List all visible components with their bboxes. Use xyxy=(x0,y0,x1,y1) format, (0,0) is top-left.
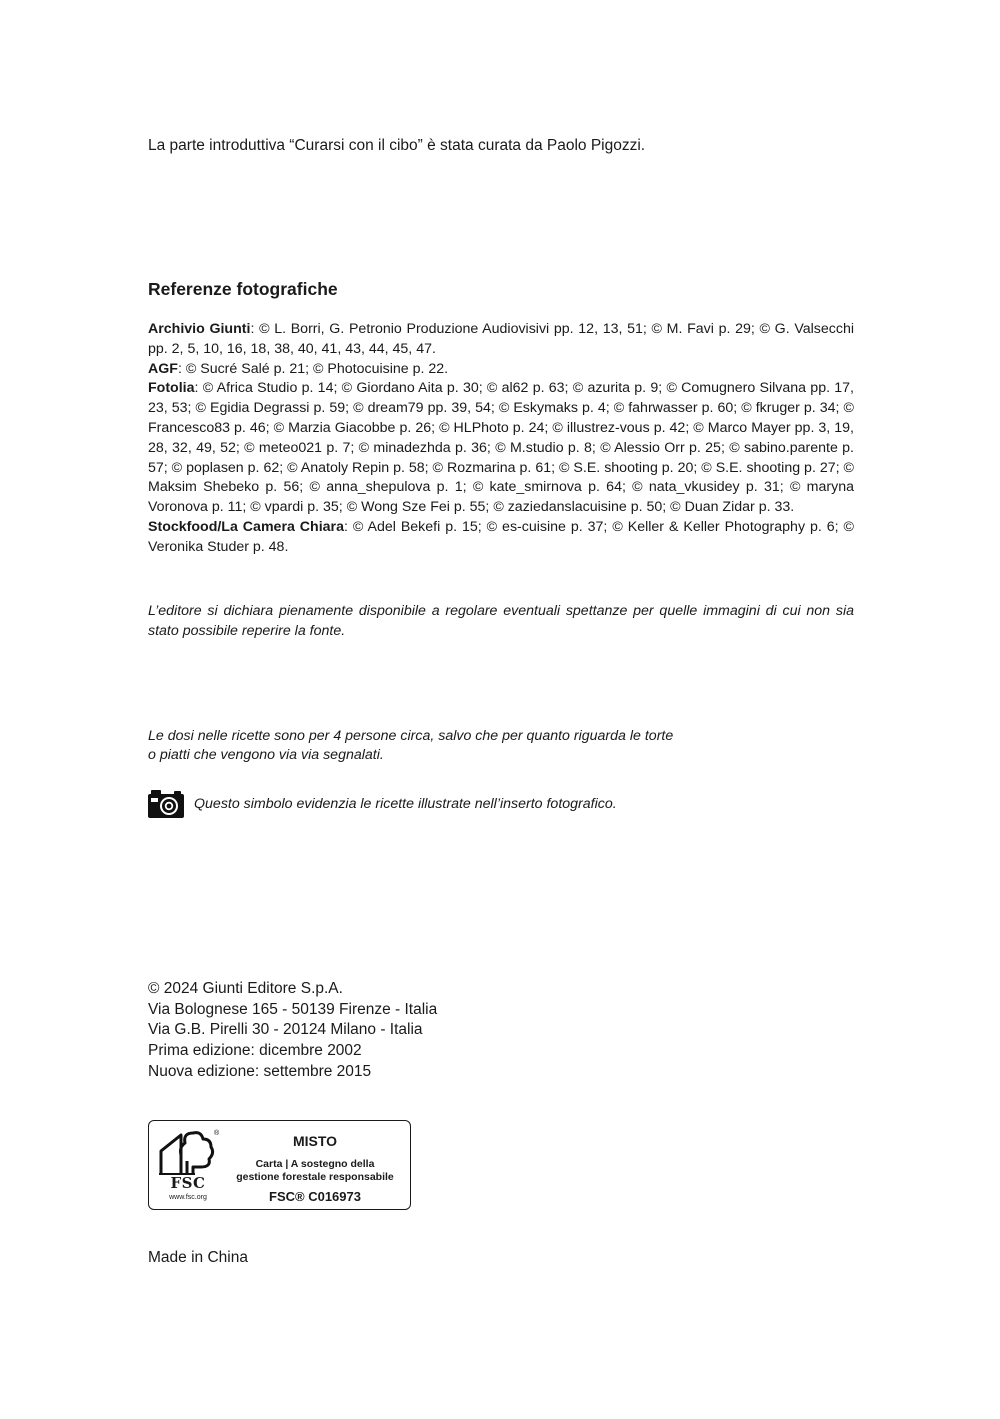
fsc-license-code: FSC® C016973 xyxy=(269,1189,361,1204)
fsc-mix-label: MISTO xyxy=(292,1133,338,1149)
reference-source: Fotolia xyxy=(148,380,195,397)
camera-symbol-note xyxy=(148,790,617,818)
camera-icon xyxy=(148,790,184,818)
reference-entry xyxy=(148,518,854,558)
reference-source: Stockfood/La Camera Chiara xyxy=(148,518,344,535)
fsc-details xyxy=(221,1133,409,1204)
reference-source: AGF xyxy=(148,360,178,377)
fsc-logo-text: FSC xyxy=(170,1174,206,1192)
address-florence: Via Bolognese 165 - 50139 Firenze - Italia xyxy=(148,1000,438,1018)
made-in: Made in China xyxy=(148,1249,248,1266)
new-edition: Nuova edizione: settembre 2015 xyxy=(148,1062,372,1080)
references-title: Referenze fotografiche xyxy=(148,279,338,299)
reference-entry xyxy=(148,320,854,360)
photo-references xyxy=(148,320,854,558)
reference-source: Archivio Giunti xyxy=(148,321,251,337)
address-milan: Via G.B. Pirelli 30 - 20124 Milano - Italia xyxy=(148,1021,423,1039)
reference-credits: : © Adel Bekefi p. 15; © es-cuisine p. 37; © Keller & Keller Photography p. 6; © Veronika Studer p. 48. xyxy=(148,518,854,555)
reference-credits: : © Africa Studio p. 14; © Giordano Aita p. 30; © al62 p. 63; © azurita p. 9; © Comugnero Silvana pp. 17, 23, 53; © Egidia Degrassi p. 59; © dream79 pp. 39, 54; © Eskymaks p. 4; © fahrwasser p. 60; © fkruger p. 34; © Francesco83 p. 46; © Marzia Giacobbe p. 26; © HLPhoto p. 24; © illustrez-vous p. 42; © Marco Mayer pp. 3, 19, 28, 32, 49, 52; © meteo021 p. 7; © minadezhda p. 36; © M.studio p. 8; © Alessio Orr p. 25; © sabino.parente p. 57; © poplasen p. 62; © Anatoly Repin p. 58; © Rozmarina p. 61; © S.E. shooting p. 20; © S.E. shooting p. 27; © Maksim Shebeko p. 56; © anna_shepulova p. 1; © kate_smirnova p. 64; © nata_vkusidey p. 31; © maryna Voronova p. 11; © vpardi p. 35; © Wong Sze Fei p. 55; © zaziedanslacuisine p. 50; © Duan Zidar p. 33. xyxy=(148,380,854,516)
doses-line-1: Le dosi nelle ricette sono per 4 persone circa, salvo che per quanto riguarda le torte xyxy=(148,728,674,744)
intro-credit: La parte introduttiva “Curarsi con il cibo” è stata curata da Paolo Pigozzi. xyxy=(148,137,646,154)
reference-credits: : © Sucré Salé p. 21; © Photocuisine p. 22. xyxy=(177,360,449,377)
publisher-imprint xyxy=(148,979,437,1083)
fsc-claim-line-2: gestione forestale responsabile xyxy=(236,1170,394,1183)
doses-note xyxy=(148,727,728,765)
first-edition: Prima edizione: dicembre 2002 xyxy=(148,1042,362,1060)
doses-line-2: o piatti che vengono via via segnalati. xyxy=(148,747,384,763)
fsc-claim xyxy=(221,1158,409,1183)
publisher-disclaimer: L’editore si dichiara pienamente disponibile a regolare eventuali spettanze per quelle immagini di cui non sia stato possibile reperire la fonte. xyxy=(148,603,854,639)
reference-entry xyxy=(148,379,854,518)
svg-text:®: ® xyxy=(214,1130,219,1137)
camera-note-text: Questo simbolo evidenzia le ricette illustrate nell’inserto fotografico. xyxy=(194,796,617,812)
fsc-url: www.fsc.org xyxy=(169,1194,207,1201)
reference-entry xyxy=(148,360,854,380)
fsc-claim-line-1: Carta | A sostegno della xyxy=(255,1158,375,1170)
reference-credits: : © L. Borri, G. Petronio Produzione Audiovisivi pp. 12, 13, 51; © M. Favi p. 29; © G. Valsecchi pp. 2, 5, 10, 16, 18, 38, 40, 41, 43, 44, 45, 47. xyxy=(148,321,854,357)
copyright-line: © 2024 Giunti Editore S.p.A. xyxy=(148,980,343,997)
fsc-label xyxy=(148,1120,411,1210)
